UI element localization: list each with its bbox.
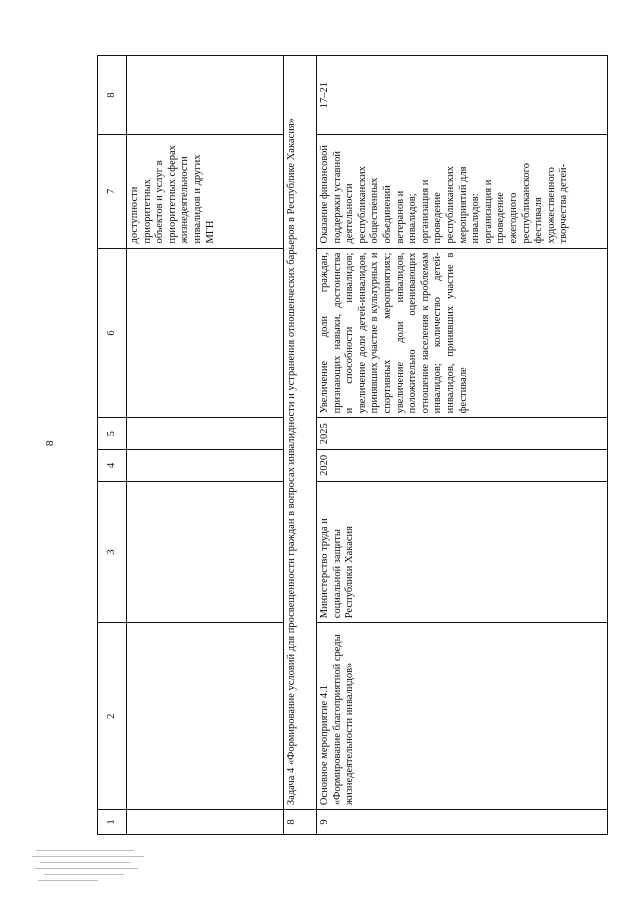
cont-cell-8 — [127, 56, 284, 135]
cont-cell-6 — [127, 248, 284, 418]
start-year: 2020 — [317, 450, 608, 482]
col-header-1: 1 — [98, 810, 127, 835]
cont-cell-5 — [127, 418, 284, 450]
measures-table — [97, 55, 608, 835]
end-year: 2025 — [317, 418, 608, 450]
task-row — [284, 56, 317, 835]
executor: Министерство труда и социальной защиты Республики Хакасия — [317, 481, 608, 623]
cont-cell-1 — [127, 810, 284, 835]
table-row — [317, 56, 608, 835]
main-directions: Оказание финансовой поддержки уставной деятельности республиканских общественных объединений ветеранов и инвалидов; организация и проведение республиканских мероприятий для инвалидов: организация и проведение ежегодного республиканского фестиваля художественного творчества детей- — [317, 135, 608, 248]
col-header-3: 3 — [98, 481, 127, 623]
page-number: 8 — [44, 440, 56, 446]
col-header-6: 6 — [98, 248, 127, 418]
rotated-table-container — [97, 55, 612, 835]
header-row — [98, 56, 127, 835]
col-header-8: 8 — [98, 56, 127, 135]
cont-cell-7: доступности приоритетных объектов и услуг в приоритетных сферах жизнедеятельности инвалидов и других МГН — [127, 135, 284, 248]
cont-cell-2 — [127, 623, 284, 810]
col-header-5: 5 — [98, 418, 127, 450]
col-header-7: 7 — [98, 135, 127, 248]
col-header-2: 2 — [98, 623, 127, 810]
indicator-link: 17–21 — [317, 56, 608, 135]
task-number: 8 — [284, 810, 317, 835]
measure-name: Основное мероприятие 4.1 «Формирование благоприятной среды жизнедеятельности инвалидов» — [317, 623, 608, 810]
cont-cell-4 — [127, 450, 284, 482]
task-title: Задача 4 «Формирование условий для просвещенности граждан в вопросах инвалидности и устранения отношенческих барьеров в Республике Хакасия» — [284, 56, 317, 810]
expected-results: Увеличение доли граждан, признающих навыки, достоинства и способности инвалидов; увеличение доли детей-инвалидов, принявших участие в культурных и спортивных мероприятиях; увеличение доли инвалидов, положительно оценивающих отношение населения к проблемам инвалидов; количество детей-инвалидов, принявших участие в фестивале — [317, 248, 608, 418]
row-number: 9 — [317, 810, 608, 835]
col-header-4: 4 — [98, 450, 127, 482]
scan-stamp-mark — [30, 846, 148, 884]
continuation-row — [127, 56, 284, 835]
cont-cell-3 — [127, 481, 284, 623]
